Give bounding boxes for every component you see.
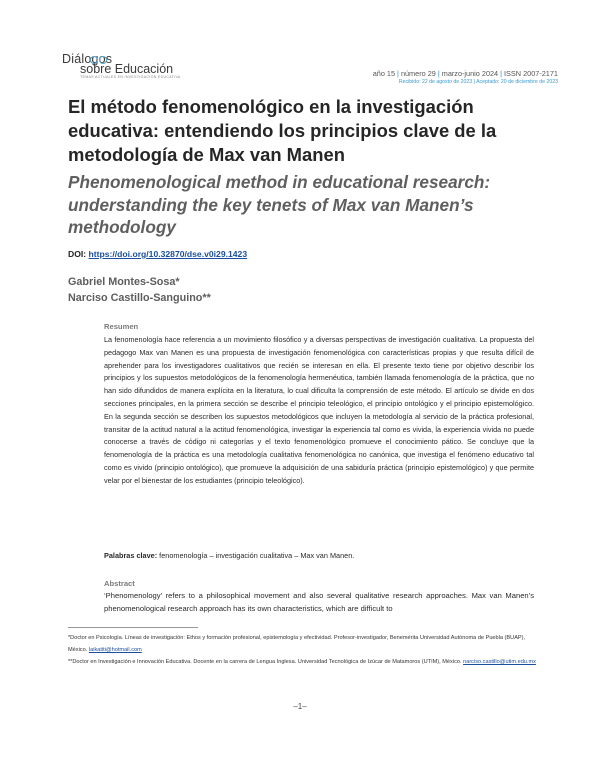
footnote-1-email[interactable]: laikatiti@hotmail.com — [88, 647, 142, 654]
doi-line — [68, 249, 247, 259]
journal-info: año 15 | número 29 | marzo-junio 2024 | ISSN 2007-2171 — [372, 69, 558, 78]
article-title-es: El método fenomenológico en la investigación educativa: entendiendo los principios clave de la metodología de Max van Manen — [68, 96, 497, 166]
received-accepted-dates: Recibido: 22 de agosto de 2023 | Aceptado: 20 de diciembre de 2023 — [398, 79, 558, 85]
logo-line1: Diálogos — [62, 52, 113, 66]
doi-label: DOI: — [68, 249, 87, 259]
page-number: –1– — [293, 702, 307, 711]
journal-issn: ISSN 2007-2171 — [504, 69, 558, 78]
footnote-2-email[interactable]: narciso.castillo@utim.edu.mx — [463, 659, 536, 665]
footnote-2 — [68, 656, 540, 668]
logo-tagline: TEMAS ACTUALES EN INVESTIGACIÓN EDUCATIVA — [80, 75, 181, 79]
author-1: Gabriel Montes-Sosa* — [68, 276, 180, 288]
doi-link[interactable]: https://doi.org/10.32870/dse.v0i29.1423 — [88, 249, 248, 259]
footnote-divider — [68, 627, 198, 628]
article-title-en: Phenomenological method in educational research: understanding the key tenets of Max van Manen’s methodology — [68, 172, 491, 238]
journal-logo — [62, 52, 202, 84]
logo-line2: sobre Educación — [80, 62, 174, 76]
journal-number: número 29 — [400, 69, 436, 78]
journal-period: marzo-junio 2024 — [441, 69, 499, 78]
abstract-heading: Abstract — [104, 579, 135, 588]
keywords-text: fenomenología – investigación cualitativa – Max van Manen. — [157, 551, 355, 560]
abstract-text: ‘Phenomenology’ refers to a philosophical movement and also several qualitative research approaches. Max van Manen’s phenomenological research approach has its own characteristics, which are difficult to — [104, 591, 534, 613]
keywords-label: Palabras clave: — [104, 551, 158, 560]
footnote-1 — [68, 632, 540, 656]
resumen-text: La fenomenología hace referencia a un movimiento filosófico y a diversas perspectivas de investigación cualitativa. La propuesta del pedagogo Max van Manen es una propuesta de investigación fenomenológica con características propias y que resulta difícil de aprehender para los investigadores cualitativos que recién se interesan en ella. El presente texto tiene por objetivo describir los principios y los supuestos metodológicos de la fenomenología hermenéutica, también llamada fenomenología de la práctica, que no han sido difundidos de manera explícita en la literatura, lo cual dificulta la comprensión de este método. El artículo se divide en dos secciones principales, en la primera sección se describe el principio teleológico, el principio ontológico y el principio epistemológico. En la segunda sección se describen los supuestos metodológicos que incluyen la metodología al servicio de la práctica profesional, transitar de la actitud natural a la actitud fenomenológica, investigar la experiencia tal como es vivida, la experiencia vivida no puede conocerse a través de código ni categorías y el texto fenomenológico promueve el conocimiento pático. Se concluye que la fenomenología de la práctica es una metodología cualitativa fenomenológica no canónica, que investiga el fenómeno educativo tal como es vivido (principio ontológico), que promueve la adquisición de una sabiduría práctica (principio epistemológico) y que permite velar por el bienestar de los estudiantes (principio teleológico). — [104, 335, 534, 485]
resumen-heading: Resumen — [104, 322, 139, 331]
author-2: Narciso Castillo-Sanguino** — [68, 292, 211, 304]
footnote-2-text: **Doctor en Investigación e Innovación Educativa. Docente en la carrera de Lengua Inglesa. Universidad Tecnológica de Izúcar de Matamoros (UTIM), México. — [68, 659, 462, 665]
footnote-1-text: *Doctor en Psicología. Líneas de investigación: Ethos y formación profesional, epistemología y efectividad. Profesor-investigador, Benemérita Universidad Autónoma de Puebla (BUAP), México. — [68, 635, 526, 654]
journal-year: año 15 — [372, 69, 396, 78]
keywords — [104, 551, 354, 560]
